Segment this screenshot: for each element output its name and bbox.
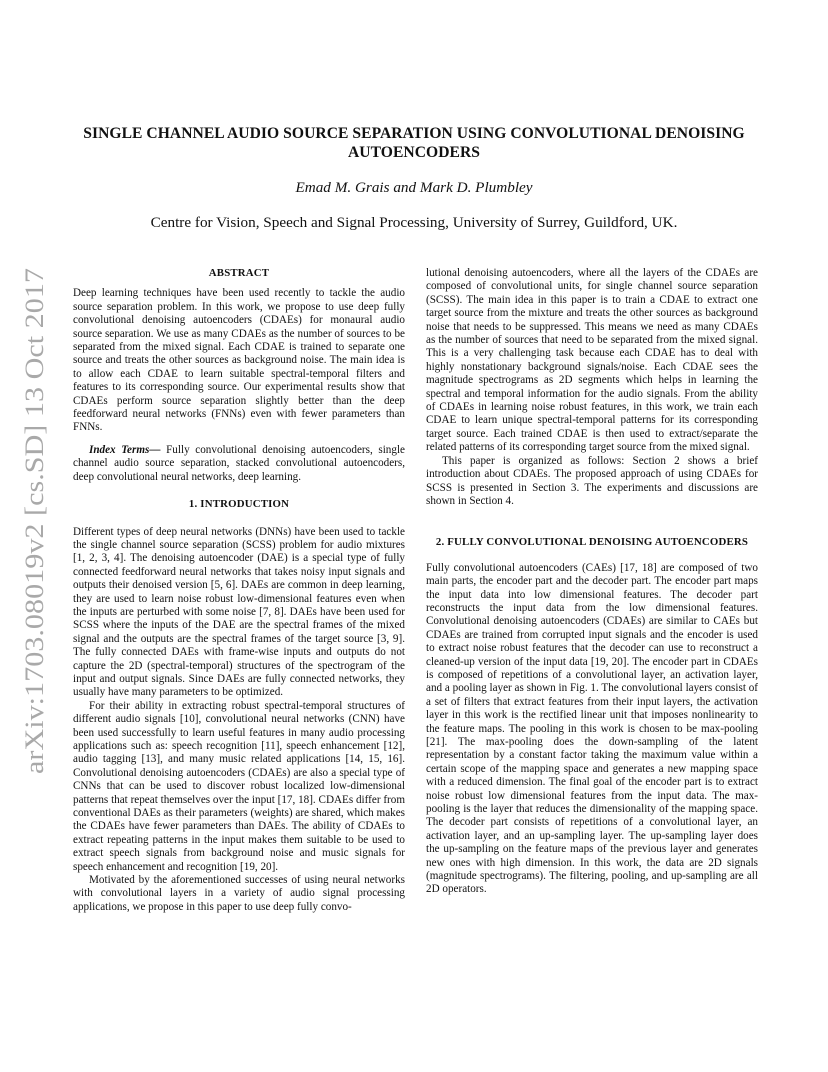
abstract-text: Deep learning techniques have been used recently to tackle the audio source separation problem. In this work, we propose to use deep fully convolutional denoising autoencoders (CDAEs) for monaural audio source separation. We use as many CDAEs as the number of sources to be separated from the mixed signal. Each CDAE is trained to separate one source and treats the other sources as background noise. The main idea is to allow each CDAE to learn suitable spectral-temporal filters and features to its corresponding source. Our experimental results show that CDAEs perform source separation slightly better than the deep feedforward neural networks (FNNs) even with fewer parameters than FNNs. (73, 287, 405, 434)
section2-heading: 2. FULLY CONVOLUTIONAL DENOISING AUTOENCODERS (435, 536, 749, 549)
intro-paragraph-3: Motivated by the aforementioned successes of using neural networks with convolutional layers in a variety of audio signal processing applications, we propose in this paper to use deep fully convo- (73, 874, 405, 913)
index-terms-label: Index Terms— (89, 443, 161, 456)
index-terms (73, 444, 405, 484)
paper-affiliation: Centre for Vision, Speech and Signal Processing, University of Surrey, Guildford, UK. (150, 214, 678, 231)
right-column (426, 267, 758, 897)
paper-title: SINGLE CHANNEL AUDIO SOURCE SEPARATION USING CONVOLUTIONAL DENOISING AUTOENCODERS (83, 125, 745, 161)
left-column (73, 267, 405, 914)
abstract-heading: ABSTRACT (208, 267, 270, 279)
intro-paragraph-1: Different types of deep neural networks (DNNs) have been used to tackle the single channel source separation (SCSS) problem for audio mixtures [1, 2, 3, 4]. The denoising autoencoder (DAE) is a special type of fully connected feedforward neural networks that takes noisy input signals and outputs their denoised version [5, 6]. DAEs are common in deep learning, they are used to learn noise robust low-dimensional features even when the inputs are perturbed with some noise [7, 8]. DAEs have been used for SCSS where the inputs of the DAE are the spectral frames of the mixed signal and the outputs are the spectral frames of the target source [3, 9]. The fully connected DAEs with frame-wise inputs and outputs do not capture the 2D (spectral-temporal) structures of the spectrogram of the input and output signals. Since DAEs are fully connected networks, they usually have many parameters to be optimized. (73, 525, 405, 699)
intro-paragraph-4: This paper is organized as follows: Section 2 shows a brief introduction about CDAEs. The proposed approach of using CDAEs for SCSS is presented in Section 3. The experiments and discussions are shown in Section 4. (426, 454, 758, 507)
intro-heading: 1. INTRODUCTION (188, 498, 290, 511)
intro-paragraph-2: For their ability in extracting robust spectral-temporal structures of different audio signals [10], convolutional neural networks (CNN) have been used successfully to learn useful features in many audio processing applications such as: speech recognition [11], speech enhancement [12], audio tagging [13], and many music related applications [14, 15, 16]. Convolutional denoising autoencoders (CDAEs) are also a special type of CNNs that can be used to discover robust localized low-dimensional patterns that repeat themselves over the input [17, 18]. CDAEs differ from conventional DAEs as their parameters (weights) are shared, which makes the CDAEs have fewer parameters than DAEs. The ability of CDAEs to extract repeating patterns in the input makes them suitable to be used to extract speech signals from background noise and music signals for speech enhancement and recognition [19, 20]. (73, 699, 405, 873)
intro-paragraph-3-continued: lutional denoising autoencoders, where all the layers of the CDAEs are composed of convolutional units, for single channel source separation (SCSS). The main idea in this paper is to train a CDAE to extract one target source from the mixture and treats the other sources as background noise that needs to be suppressed. This means we need as many CDAEs as the number of sources that need to be separated from the mixed signal. This is a very challenging task because each CDAE has to deal with highly nonstationary background signals/noise. Each CDAE sees the magnitude spectrograms as 2D segments which helps in learning the spectral and temporal information for the audio signals. From the ability of CDAEs in learning noise robust features, in this work, we train each CDAE to learn unique spectral-temporal patterns for its corresponding target source. Each trained CDAE is then used to extract/separate the related patterns of its corresponding target source from the mixed signal. (426, 267, 758, 454)
paper-authors: Emad M. Grais and Mark D. Plumbley (295, 179, 533, 196)
section2-paragraph-1: Fully convolutional autoencoders (CAEs) [17, 18] are composed of two main parts, the encoder part and the decoder part. The encoder part maps the input data into low dimensional features. The decoder part reconstructs the input data from the low dimensional features. Convolutional denoising autoencoders (CDAEs) are similar to CAEs but CDAEs are trained from corrupted input signals and the encoder is used to extract noise robust features that the decoder can use to reconstruct a cleaned-up version of the input data [19, 20]. The encoder part in CDAEs is composed of repetitions of a convolutional layer, an activation layer, and a pooling layer as shown in Fig. 1. The convolutional layers consist of a set of filters that extract features from their input layers, the activation layer in this work is the rectified linear unit that imposes nonlinearity to the feature maps. The pooling in this work is chosen to be max-pooling [21]. The max-pooling does the down-sampling of the latent representation by a constant factor taking the maximum value within a certain scope of the mapping space and generates a new mapping space with a reduced dimension. The final goal of the encoder part is to extract noise robust low dimensional features from the input data. The max-pooling is the layer that reduces the dimensionality of the mapping space. The decoder part consists of repetitions of a convolutional layer, an activation layer, and an up-sampling layer. The up-sampling layer does the up-sampling on the feature maps of the previous layer and generates new ones with high dimension. In this work, the data are 2D signals (magnitude spectrograms). The filtering, pooling, and up-sampling are all 2D operators. (426, 561, 758, 896)
arxiv-stamp (14, 262, 54, 782)
index-terms-text: Fully convolutional denoising autoencoders, single channel audio source separation, stacked convolutional autoencoders, deep convolutional neural networks, deep learning. (73, 443, 405, 483)
arxiv-stamp-text: arXiv:1703.08019v2 [cs.SD] 13 Oct 2017 (19, 329, 49, 774)
